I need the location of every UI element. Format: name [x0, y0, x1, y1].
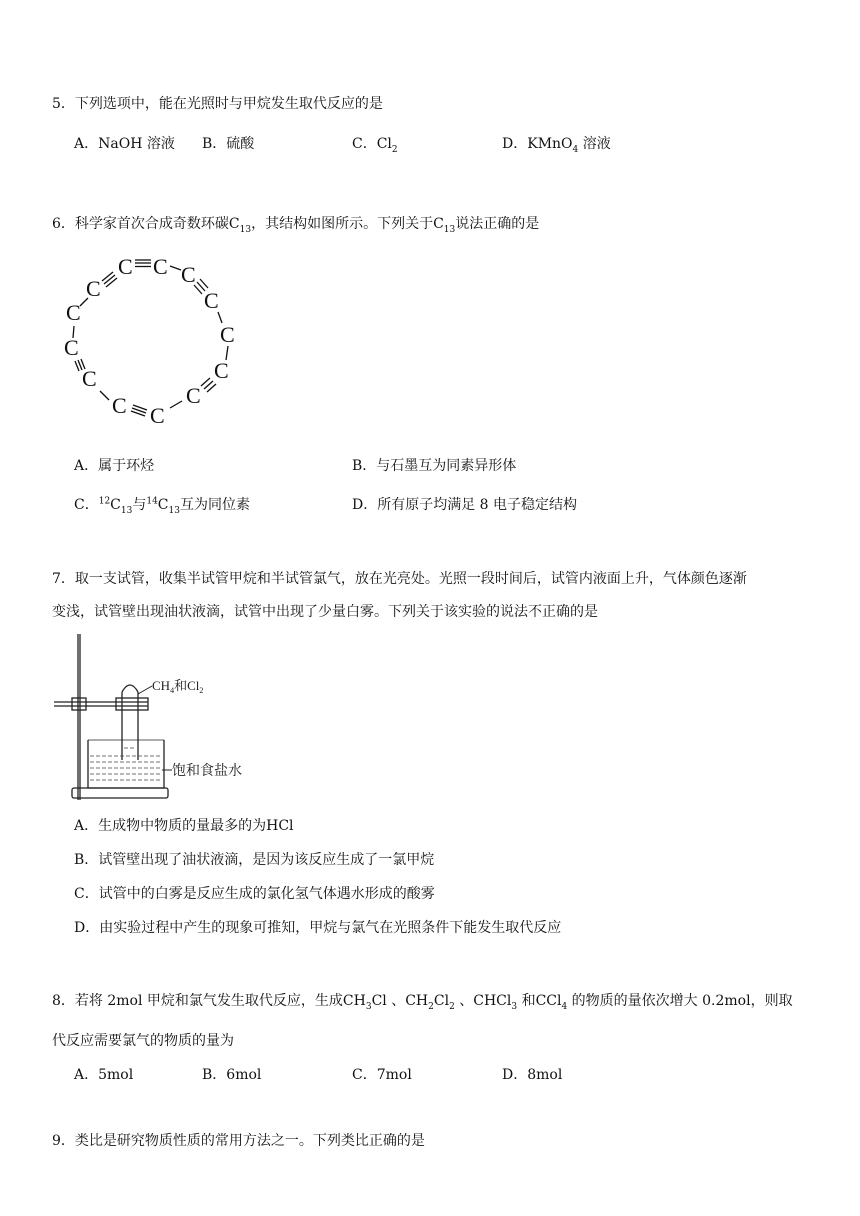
q7-option-a[interactable] — [74, 815, 294, 835]
c13-ring-diagram — [52, 248, 252, 438]
option-text: 由实验过程中产生的现象可推知，甲烷与氯气在光照条件下能发生取代反应 — [99, 920, 562, 936]
option-text: 试管壁出现了油状液滴，是因为该反应生成了一氯甲烷 — [98, 852, 435, 868]
ring-atom: C — [204, 288, 219, 313]
q5-option-c[interactable] — [352, 133, 398, 153]
option-letter: D． — [74, 920, 100, 936]
ring-atom: C — [112, 393, 127, 418]
ring-atom: C — [64, 335, 79, 360]
subscript: 2 — [449, 1001, 455, 1012]
methane-chlorine-apparatus — [52, 632, 272, 804]
q8-option-b[interactable] — [202, 1064, 261, 1084]
option-letter: C． — [74, 886, 99, 902]
q6-option-c[interactable] — [74, 494, 250, 514]
option-letter: C． — [352, 136, 377, 152]
option-text: 所有原子均满足 8 电子稳定结构 — [377, 497, 578, 513]
option-letter: D． — [352, 497, 378, 513]
brine-label: 饱和食盐水 — [172, 764, 242, 779]
option-text: 属于环烃 — [98, 458, 155, 474]
option-text: 与 — [132, 497, 147, 513]
option-text: 与石墨互为同素异形体 — [376, 458, 517, 474]
q6-option-a[interactable] — [74, 455, 154, 475]
option-letter: C． — [74, 497, 99, 513]
q7-option-d[interactable] — [74, 917, 561, 937]
option-letter: B． — [202, 1067, 227, 1083]
q5-option-b[interactable] — [202, 133, 254, 153]
ring-atom: C — [150, 403, 165, 428]
option-letter: B． — [352, 458, 377, 474]
option-text: 互为同位素 — [179, 497, 250, 513]
ring-atom: C — [153, 254, 168, 279]
option-letter: C． — [352, 1067, 377, 1083]
q7-stem-line1: 7．取一支试管，收集半试管甲烷和半试管氯气，放在光亮处。光照一段时间后，试管内液面上升，气体颜色逐渐 — [52, 571, 747, 587]
option-letter: B． — [202, 136, 227, 152]
stem-part: 说法正确的是 — [455, 216, 540, 232]
option-text: 8mol — [527, 1067, 563, 1083]
superscript: 12 — [98, 496, 111, 507]
option-letter: A． — [74, 458, 99, 474]
q6-stem — [52, 213, 539, 233]
formula: CH — [405, 993, 429, 1009]
ring-atom: C — [186, 383, 201, 408]
option-letter: B． — [74, 852, 99, 868]
formula: CHCl — [473, 993, 512, 1009]
option-text: 5mol — [98, 1067, 134, 1083]
separator: 、 — [454, 993, 474, 1009]
gas-label: $CH_4$和$Cl_2$ — [152, 678, 204, 695]
subscript: 2 — [391, 144, 398, 155]
option-text: 试管中的白雾是反应生成的氯化氢气体遇水形成的酸雾 — [98, 886, 435, 902]
formula: Cl — [371, 993, 387, 1009]
option-text: 生成物中物质的量最多的为HCl — [98, 818, 294, 834]
q8-stem-line2: 代反应需要氯气的物质的量为 — [52, 1033, 234, 1049]
option-text: 6mol — [226, 1067, 262, 1083]
formula: Cl — [433, 993, 450, 1009]
q7-stem-line2: 变浅，试管壁出现油状液滴，试管中出现了少量白雾。下列关于该实验的说法不正确的是 — [52, 604, 598, 620]
separator: 和 — [517, 993, 536, 1009]
ring-atom: C — [181, 262, 196, 287]
option-text: NaOH 溶液 — [98, 136, 175, 152]
subscript: 3 — [511, 1001, 518, 1012]
q8-option-a[interactable] — [74, 1064, 133, 1084]
subscript: 4 — [561, 1001, 568, 1012]
option-letter: A． — [74, 1067, 99, 1083]
q8-option-d[interactable] — [502, 1064, 562, 1084]
subscript: 13 — [168, 505, 180, 516]
q8-option-c[interactable] — [352, 1064, 412, 1084]
subscript: 13 — [120, 505, 133, 516]
q8-stem-line1 — [52, 990, 793, 1010]
stem-part: ，其结构如图所示。下列关于C — [251, 216, 444, 232]
option-letter: A． — [74, 136, 99, 152]
q6-option-b[interactable] — [352, 455, 516, 475]
q5-option-a[interactable] — [74, 133, 175, 153]
ring-atom: C — [220, 322, 235, 347]
ring-atom: C — [214, 358, 229, 383]
superscript: 14 — [146, 496, 158, 507]
q7-option-b[interactable] — [74, 849, 434, 869]
subscript: 13 — [443, 224, 456, 235]
stem-part: 6．科学家首次合成奇数环碳C — [52, 216, 240, 232]
ring-atom: C — [118, 254, 133, 279]
q6-option-d[interactable] — [352, 494, 577, 514]
formula: CCl — [535, 993, 562, 1009]
q9-stem: 9．类比是研究物质性质的常用方法之一。下列类比正确的是 — [52, 1133, 425, 1149]
separator: 、 — [386, 993, 406, 1009]
ring-atom: C — [66, 300, 81, 325]
option-text: C — [110, 497, 121, 513]
subscript: 13 — [239, 224, 252, 235]
subscript: 3 — [365, 1001, 372, 1012]
option-text: 硫酸 — [226, 136, 255, 152]
option-text: KMnO — [527, 136, 573, 152]
subscript: 4 — [572, 144, 579, 155]
ring-atom: C — [86, 276, 101, 301]
option-text: C — [157, 497, 169, 513]
stem-part: 8．若将 2mol 甲烷和氯气发生取代反应，生成 — [52, 993, 343, 1009]
q7-option-c[interactable] — [74, 883, 435, 903]
q5-stem: 5．下列选项中，能在光照时与甲烷发生取代反应的是 — [52, 96, 383, 112]
option-text: Cl — [376, 136, 392, 152]
formula: CH — [342, 993, 366, 1009]
subscript: 2 — [428, 1001, 434, 1012]
option-letter: D． — [502, 136, 528, 152]
option-text: 7mol — [376, 1067, 412, 1083]
option-text-tail: 溶液 — [578, 136, 611, 152]
ring-atom: C — [82, 366, 97, 391]
stem-part: 的物质的量依次增大 0.2mol，则取 — [567, 993, 793, 1009]
q5-option-d[interactable] — [502, 133, 611, 153]
option-letter: A． — [74, 818, 99, 834]
option-letter: D． — [502, 1067, 528, 1083]
